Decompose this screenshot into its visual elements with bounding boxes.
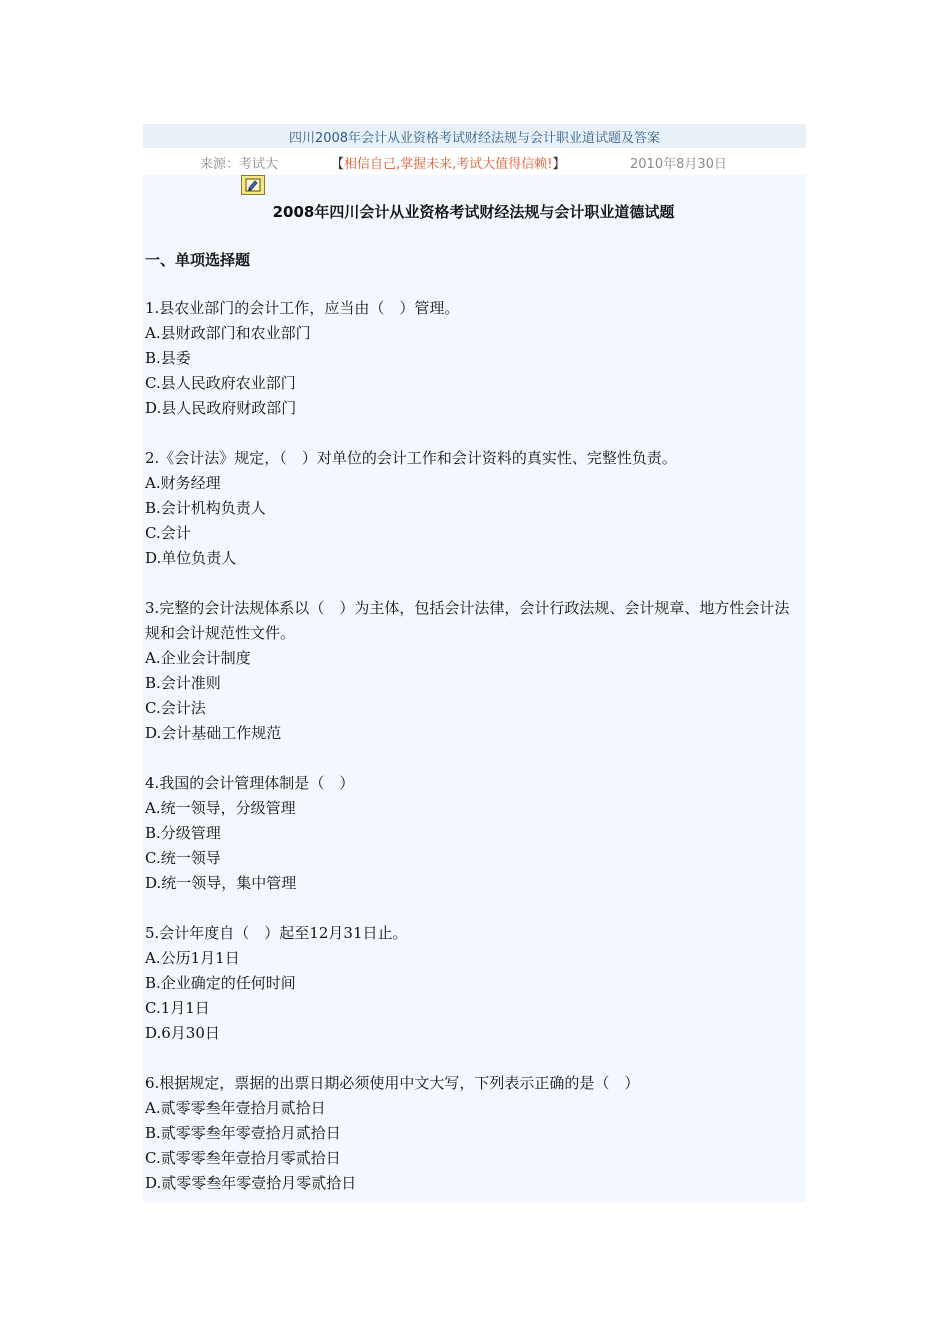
question-item — [145, 1071, 802, 1196]
option-b: B.企业确定的任何时间 — [145, 974, 296, 992]
option-c: C.贰零零叁年壹拾月零贰拾日 — [145, 1149, 341, 1167]
article — [143, 124, 806, 1202]
option-d: D.统一领导，集中管理 — [145, 874, 297, 892]
option-c: C.会计法 — [145, 699, 206, 717]
question-item — [145, 771, 802, 896]
option-d: D.单位负责人 — [145, 549, 237, 567]
slogan-text: 相信自己,掌握未来,考试大值得信赖! — [344, 157, 553, 172]
question-item — [145, 446, 802, 571]
article-meta — [143, 149, 806, 175]
option-a: A.财务经理 — [145, 474, 221, 492]
question-list — [145, 296, 802, 1196]
option-a: A.统一领导，分级管理 — [145, 799, 296, 817]
question-item — [145, 296, 802, 421]
option-d: D.贰零零叁年零壹拾月零贰拾日 — [145, 1174, 357, 1192]
option-d: D.县人民政府财政部门 — [145, 399, 297, 417]
article-title-bar — [143, 124, 806, 148]
question-text: 1.县农业部门的会计工作，应当由（ ）管理。 — [145, 299, 460, 317]
option-b: B.贰零零叁年零壹拾月贰拾日 — [145, 1124, 341, 1142]
slogan-bracket-close: 】 — [552, 157, 566, 172]
option-b: B.县委 — [145, 349, 191, 367]
slogan — [331, 153, 566, 172]
slogan-bracket-open: 【 — [331, 157, 345, 172]
edit-pencil-icon-graphic — [245, 178, 261, 192]
option-d: D.会计基础工作规范 — [145, 724, 282, 742]
option-b: B.会计准则 — [145, 674, 221, 692]
option-c: C.1月1日 — [145, 999, 210, 1017]
question-item — [145, 921, 802, 1046]
publish-date: 2010年8月30日 — [630, 157, 727, 172]
option-c: C.县人民政府农业部门 — [145, 374, 296, 392]
edit-pencil-icon[interactable] — [241, 175, 265, 195]
option-c: C.统一领导 — [145, 849, 221, 867]
option-a: A.贰零零叁年壹拾月贰拾日 — [145, 1099, 326, 1117]
option-b: B.分级管理 — [145, 824, 221, 842]
option-c: C.会计 — [145, 524, 191, 542]
question-text: 3.完整的会计法规体系以（ ）为主体，包括会计法律，会计行政法规、会计规章、地方性会计法规和会计规范性文件。 — [145, 599, 790, 642]
document-title: 2008年四川会计从业资格考试财经法规与会计职业道德试题 — [272, 203, 675, 221]
option-d: D.6月30日 — [145, 1024, 220, 1042]
section-title: 一、单项选择题 — [145, 251, 251, 269]
option-a: A.县财政部门和农业部门 — [145, 324, 311, 342]
question-text: 4.我国的会计管理体制是（ ） — [145, 774, 355, 792]
question-item — [145, 596, 802, 746]
article-body — [143, 175, 806, 1202]
option-a: A.公历1月1日 — [145, 949, 240, 967]
source-label: 来源：考试大 — [200, 157, 279, 172]
question-text: 2.《会计法》规定，（ ）对单位的会计工作和会计资料的真实性、完整性负责。 — [145, 449, 677, 467]
question-text: 5.会计年度自（ ）起至12月31日止。 — [145, 924, 408, 942]
question-text: 6.根据规定，票据的出票日期必须使用中文大写，下列表示正确的是（ ） — [145, 1074, 640, 1092]
option-a: A.企业会计制度 — [145, 649, 251, 667]
article-title[interactable]: 四川2008年会计从业资格考试财经法规与会计职业道试题及答案 — [288, 130, 661, 146]
option-b: B.会计机构负责人 — [145, 499, 266, 517]
